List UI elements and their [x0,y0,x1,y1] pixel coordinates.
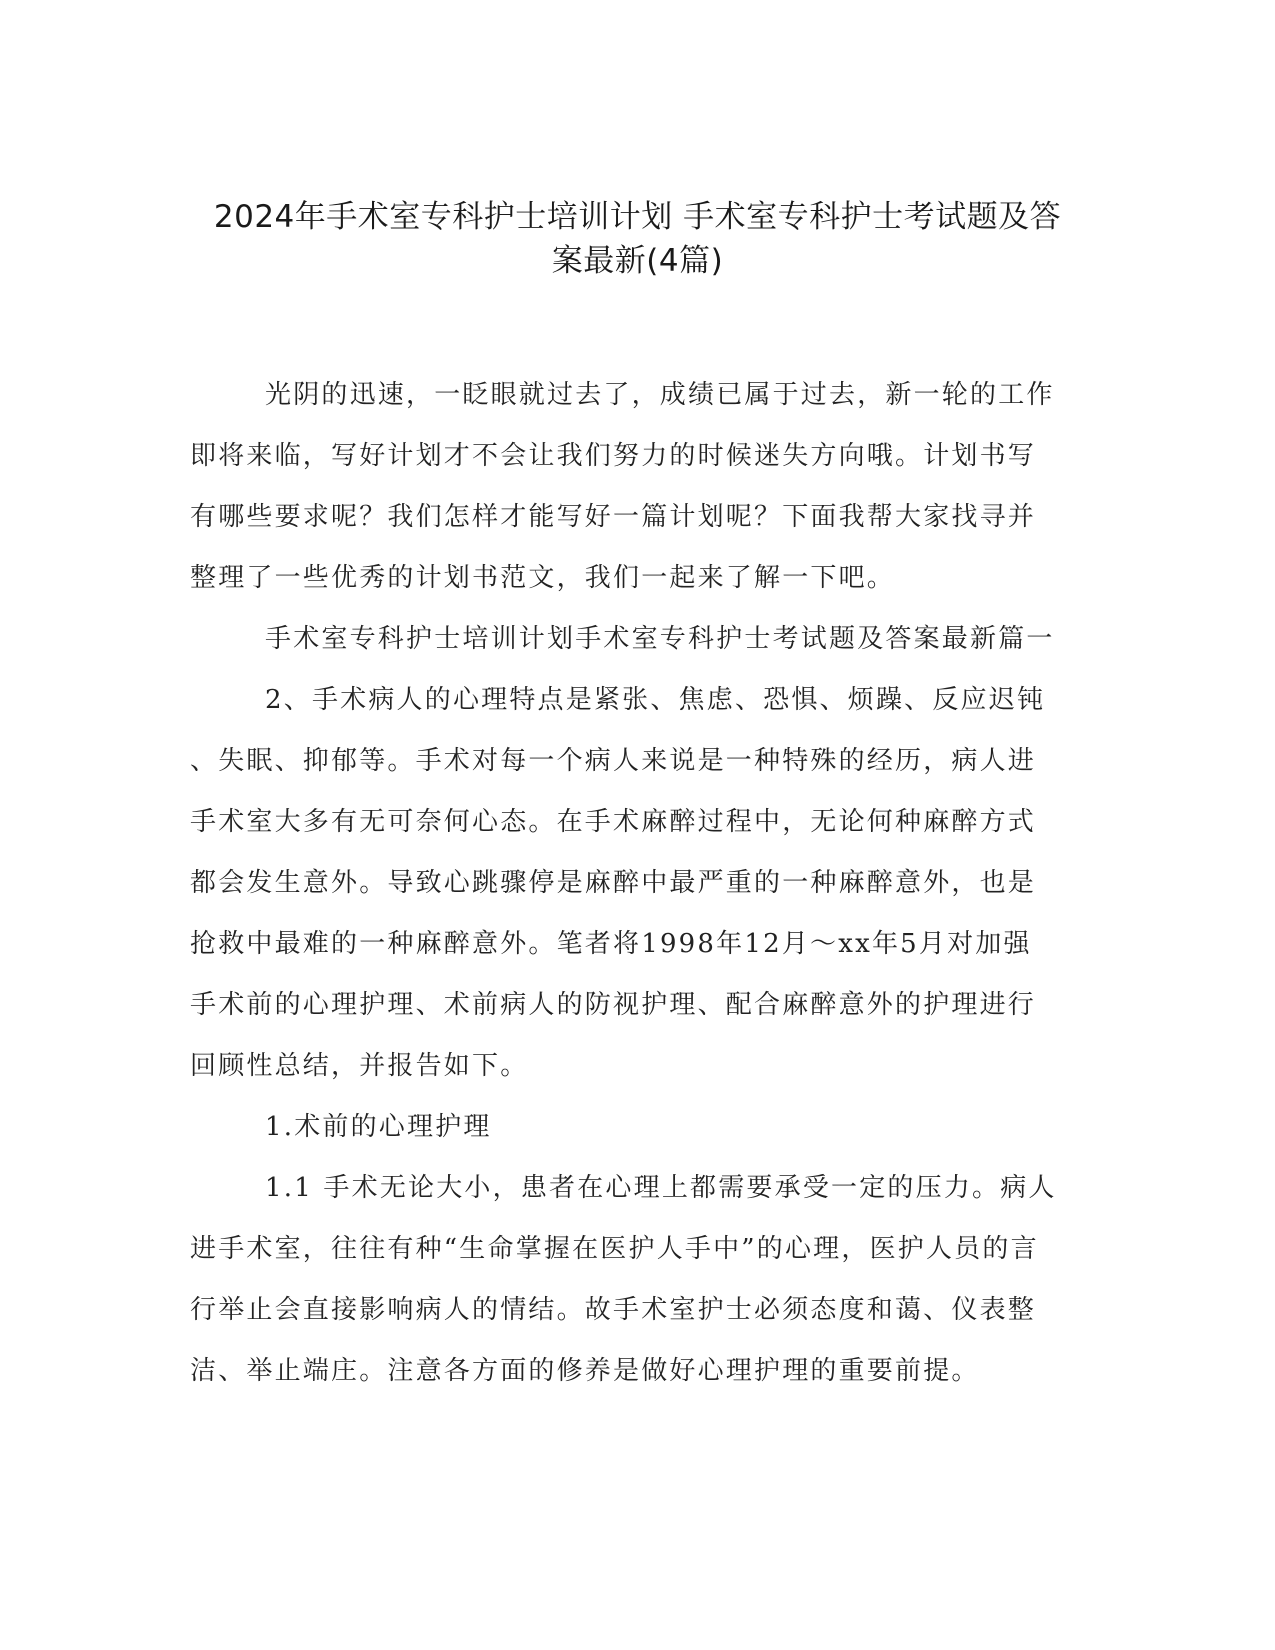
paragraph-line: 都会发生意外。导致心跳骤停是麻醉中最严重的一种麻醉意外，也是 [190,868,1037,898]
paragraph-line: 整理了一些优秀的计划书范文，我们一起来了解一下吧。 [190,563,896,593]
paragraph-line: 洁、举止端庄。注意各方面的修养是做好心理护理的重要前提。 [190,1356,980,1386]
paragraph-line: 光阴的迅速，一眨眼就过去了，成绩已属于过去，新一轮的工作 [265,380,1055,410]
paragraph-psychology [190,670,1090,1097]
subheading-preop-care [190,1097,1090,1158]
paragraph-line: 手术前的心理护理、术前病人的防视护理、配合麻醉意外的护理进行 [190,990,1037,1020]
paragraph-line: 即将来临，写好计划才不会让我们努力的时候迷失方向哦。计划书写 [190,441,1037,471]
paragraph-line: 进手术室，往往有种“生命掌握在医护人手中”的心理，医护人员的言 [190,1234,1039,1264]
paragraph-line: 行举止会直接影响病人的情结。故手术室护士必须态度和蔼、仪表整 [190,1295,1037,1325]
title-line: 2024年手术室专科护士培训计划 手术室专科护士考试题及答 [213,199,1062,235]
paragraph-line: 2、手术病人的心理特点是紧张、焦虑、恐惧、烦躁、反应迟钝 [265,685,1046,715]
paragraph-line: 1.1 手术无论大小，患者在心理上都需要承受一定的压力。病人 [265,1173,1057,1203]
document-title [150,195,1125,283]
paragraph-line: 回顾性总结，并报告如下。 [190,1051,529,1081]
paragraph-1-1 [190,1158,1090,1402]
document-body [190,365,1090,1402]
paragraph-line: 1.术前的心理护理 [265,1112,492,1142]
title-line: 案最新(4篇) [551,243,724,279]
paragraph-intro [190,365,1090,609]
paragraph-line: 有哪些要求呢？我们怎样才能写好一篇计划呢？下面我帮大家找寻并 [190,502,1037,532]
paragraph-line: 手术室专科护士培训计划手术室专科护士考试题及答案最新篇一 [265,624,1055,654]
paragraph-line: 抢救中最难的一种麻醉意外。笔者将1998年12月～xx年5月对加强 [190,929,1032,959]
paragraph-line: 手术室大多有无可奈何心态。在手术麻醉过程中，无论何种麻醉方式 [190,807,1037,837]
section-heading [190,609,1090,670]
paragraph-line: 、失眠、抑郁等。手术对每一个病人来说是一种特殊的经历，病人进 [190,746,1037,776]
